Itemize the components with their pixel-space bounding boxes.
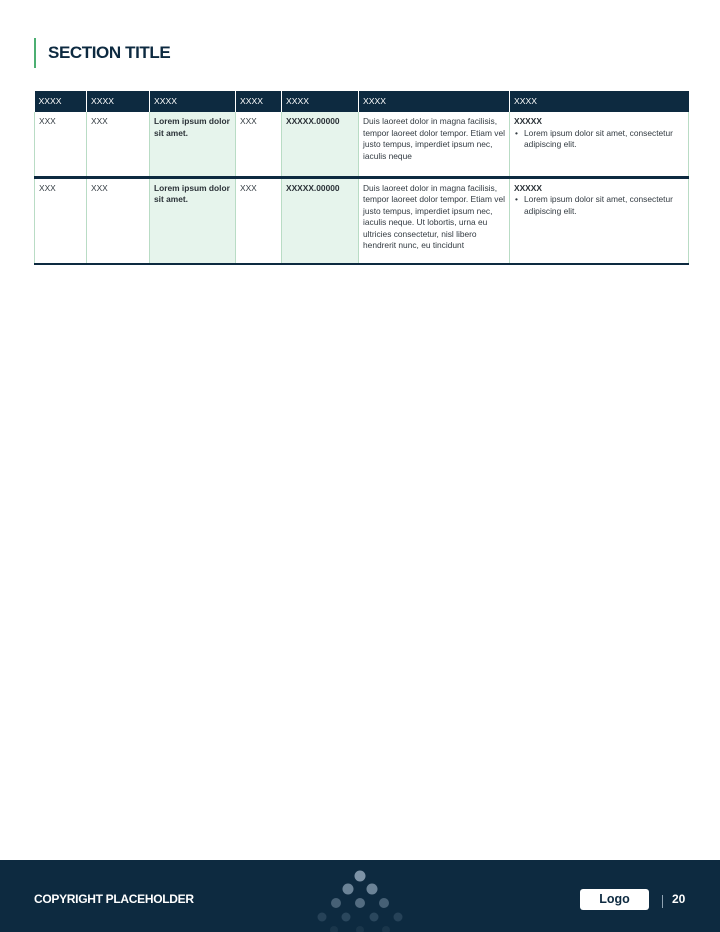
table-cell-code: XXXXX.00000 [282,177,359,264]
table-cell: XXX [236,112,282,177]
copyright-text: COPYRIGHT PLACEHOLDER [34,892,194,906]
details-title: XXXXX [514,116,542,126]
divider [662,895,663,908]
column-header: XXXX [282,91,359,112]
column-header: XXXX [236,91,282,112]
details-list [514,194,684,217]
table-cell-description: Duis laoreet dolor in magna facilisis, tempor laoreet dolor tempor. Etiam vel justo tempus, imperdiet ipsum nec, iaculis neque [359,112,510,177]
table-cell-details [510,112,689,177]
column-header: XXXX [87,91,150,112]
table-cell: XXX [236,177,282,264]
table-cell-description: Duis laoreet dolor in magna facilisis, tempor laoreet dolor tempor. Etiam vel justo tempus, imperdiet ipsum nec, iaculis neque. Ut lobortis, urna eu ultricies consectetur, nisl libero hendrerit nunc, eu tincidunt [359,177,510,264]
details-title: XXXXX [514,182,542,193]
table-cell-highlight: Lorem ipsum dolor sit amet. [150,112,236,177]
table-cell: XXX [87,177,150,264]
column-header: XXXX [150,91,236,112]
table-cell: XXX [35,177,87,264]
table-cell-details [510,177,689,264]
table-cell-code: XXXXX.00000 [282,112,359,177]
page-number: 20 [672,892,686,906]
dot-pyramid-icon [310,868,410,932]
page-footer [0,860,720,932]
table-row [35,112,689,177]
data-table [34,91,689,265]
table-cell: XXX [87,112,150,177]
column-header: XXXX [35,91,87,112]
table-cell: XXX [35,112,87,177]
column-header: XXXX [510,91,689,112]
table-header-row [35,91,689,112]
column-header: XXXX [359,91,510,112]
details-list [514,128,684,151]
table-cell-highlight: Lorem ipsum dolor sit amet. [150,177,236,264]
section-header [34,38,170,68]
list-item: • Lorem ipsum dolor sit amet, consectetur adipiscing elit. [514,194,684,217]
list-item: • Lorem ipsum dolor sit amet, consectetur adipiscing elit. [514,128,684,151]
logo: Logo [580,889,649,910]
table-row [35,177,689,264]
section-title: SECTION TITLE [48,43,171,62]
